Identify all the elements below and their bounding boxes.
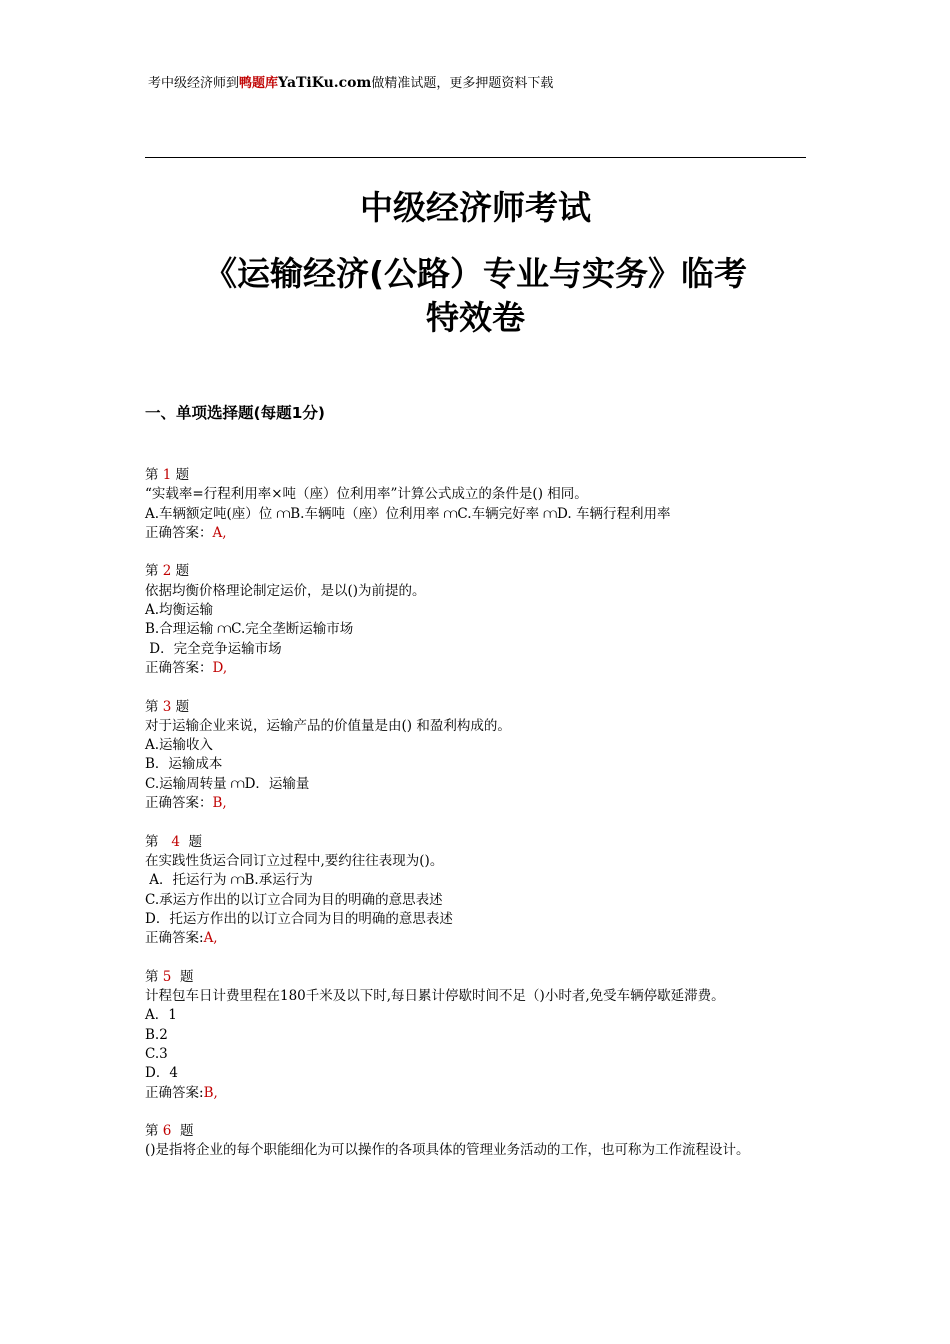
answer-line: [145, 524, 810, 543]
question-option: A.车辆额定吨(座）位 ⩋B.车辆吨（座）位利用率 ⩋C.车辆完好率 ⩋D. 车辆行程利用率: [145, 505, 671, 522]
header-site[interactable]: YaTiKu.com: [278, 75, 372, 91]
question-number-value: 5: [162, 968, 172, 985]
question-number-prefix: 第: [145, 968, 163, 985]
question-number-prefix: 第: [145, 563, 163, 580]
answer-line: [145, 929, 810, 948]
question-option: C.承运方作出的以订立合同为目的明确的意思表述: [145, 891, 443, 908]
answer-value: B,: [212, 795, 227, 812]
question-option: A．托运行为 ⩋B.承运行为: [145, 872, 313, 889]
question-number: [145, 562, 810, 581]
answer-label: 正确答案:: [145, 1084, 204, 1101]
question-number-value: 1: [162, 467, 172, 483]
question-number-value: 6: [162, 1123, 172, 1140]
question-option: B.2: [145, 1026, 168, 1043]
question-number-prefix: 第: [145, 698, 163, 715]
answer-label: 正确答案：: [145, 795, 213, 812]
question-number: [145, 968, 810, 987]
question-item: [145, 562, 810, 678]
question-option: C.3: [145, 1045, 168, 1062]
subtitle-line-1: 《运输经济(公路）专业与实务》临考: [203, 254, 748, 293]
question-number-prefix: 第: [145, 467, 163, 483]
answer-line: [145, 659, 810, 678]
answer-label: 正确答案：: [145, 659, 213, 676]
answer-value: A,: [203, 930, 218, 947]
question-item: [145, 698, 810, 814]
header-suffix: 做精准试题，更多押题资料下载: [371, 76, 554, 91]
document-title: 中级经济师考试: [360, 188, 591, 227]
question-number-suffix: 题: [171, 563, 190, 580]
question-number: [145, 833, 810, 852]
question-number-suffix: 题: [171, 698, 190, 715]
question-stem: 计程包车日计费里程在180千米及以下时,每日累计停歇时间不足（)小时者,免受车辆停歇延滞费。: [145, 988, 725, 1005]
question-option: B.合理运输 ⩋C.完全垄断运输市场: [145, 621, 354, 638]
question-option: A.均衡运输: [145, 602, 214, 619]
answer-value: A,: [212, 524, 227, 541]
page-header: [148, 72, 553, 91]
header-brand[interactable]: 鸭题库: [239, 76, 279, 91]
question-item: [145, 833, 810, 949]
question-number: [145, 466, 810, 485]
question-number-suffix: 题: [171, 467, 190, 483]
question-stem: 对于运输企业来说，运输产品的价值量是由() 和盈利构成的。: [145, 717, 511, 734]
question-list: [145, 466, 810, 1180]
question-option: D．完全竞争运输市场: [145, 640, 282, 657]
question-number: [145, 698, 810, 717]
question-number-suffix: 题: [171, 1123, 194, 1140]
question-item: [145, 968, 810, 1103]
header-prefix: 考中级经济师到: [148, 76, 240, 91]
question-stem: 依据均衡价格理论制定运价，是以()为前提的。: [145, 582, 426, 599]
answer-label: 正确答案:: [145, 930, 204, 947]
question-option: A.运输收入: [145, 737, 214, 754]
question-option: D．4: [145, 1065, 178, 1082]
section-heading: 一、单项选择题(每题1分): [145, 404, 325, 422]
question-number: [145, 1122, 810, 1141]
answer-value: B,: [203, 1084, 218, 1101]
question-number-value: 2: [162, 563, 172, 580]
subtitle-line-2: 特效卷: [426, 298, 525, 337]
question-stem: “实载率=行程利用率×吨（座）位利用率”计算公式成立的条件是() 相同。: [145, 486, 588, 503]
answer-value: D,: [212, 659, 228, 676]
answer-label: 正确答案：: [145, 524, 213, 541]
question-number-suffix: 题: [179, 833, 203, 850]
question-option: C.运输周转量 ⩋D．运输量: [145, 775, 310, 792]
question-number-prefix: 第: [145, 833, 172, 850]
answer-line: [145, 1084, 810, 1103]
question-item: [145, 1122, 810, 1161]
question-number-suffix: 题: [171, 968, 194, 985]
question-number-prefix: 第: [145, 1123, 163, 1140]
question-stem: 在实践性货运合同订立过程中,要约往往表现为()。: [145, 852, 444, 869]
answer-line: [145, 794, 810, 813]
document-subtitle: [145, 252, 806, 340]
question-number-value: 4: [171, 833, 180, 850]
question-option: D．托运方作出的以订立合同为目的明确的意思表述: [145, 910, 453, 927]
question-option: A．1: [145, 1007, 177, 1024]
header-divider: [145, 157, 806, 158]
question-item: [145, 466, 810, 543]
question-option: B．运输成本: [145, 756, 223, 773]
question-stem: ()是指将企业的每个职能细化为可以操作的各项具体的管理业务活动的工作，也可称为工作流程设计。: [145, 1142, 750, 1159]
question-number-value: 3: [162, 698, 172, 715]
